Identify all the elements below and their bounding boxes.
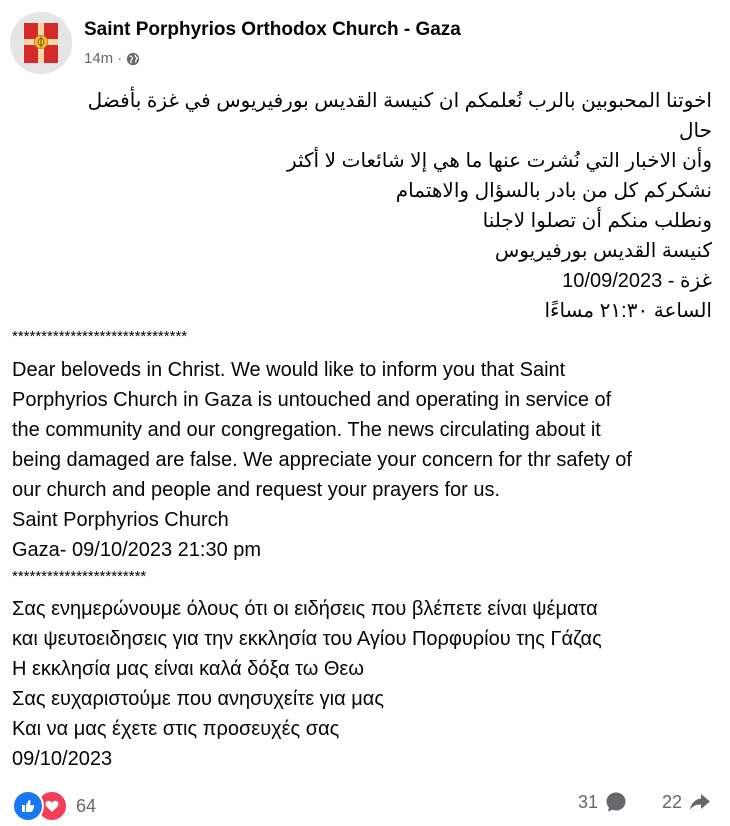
share-icon[interactable] <box>688 790 712 814</box>
post-header <box>10 12 710 74</box>
arabic-line: حال <box>679 120 712 142</box>
like-reaction-icon <box>12 790 44 822</box>
greek-message <box>12 594 717 774</box>
arabic-line: نشكركم كل من بادر بالسؤال والاهتمام <box>395 180 712 202</box>
greek-line: 09/10/2023 <box>12 748 113 770</box>
english-line: Porphyrios Church in Gaza is untouched and operating in service of <box>12 389 612 411</box>
engagement-stats <box>578 790 712 814</box>
comment-count[interactable]: 31 <box>577 791 598 812</box>
page-avatar[interactable] <box>10 12 72 74</box>
greek-line: και ψευτοειδησεις για την εκκλησία του Αγίου Πορφυρίου της Γάζας <box>12 628 602 650</box>
arabic-message <box>10 86 712 326</box>
heart-icon <box>44 798 60 814</box>
arabic-line: كنيسة القديس بورفيريوس <box>494 240 712 262</box>
greek-line: Και να μας έχετε στις προσευχές σας <box>12 718 340 740</box>
english-line: Gaza- 09/10/2023 21:30 pm <box>12 539 262 561</box>
english-line: being damaged are false. We appreciate your concern for thr safety of <box>12 449 632 471</box>
arabic-line: اخوتنا المحبوبين بالرب نُعلمكم ان كنيسة القديس بورفيريوس في غزة بأفضل <box>87 90 712 112</box>
arabic-line: وأن الاخبار التي نُشرت عنها ما هي إلا شائعات لا أكثر <box>286 150 712 172</box>
post-timestamp[interactable]: 14m <box>84 50 114 67</box>
meta-separator: · <box>117 50 123 67</box>
reactions-summary[interactable] <box>12 790 96 822</box>
comment-icon[interactable] <box>604 790 628 814</box>
post-footer <box>12 790 712 820</box>
arabic-line: ونطلب منكم أن تصلوا لاجلنا <box>482 210 712 232</box>
arabic-line: غزة - 10/09/2023 <box>562 270 712 292</box>
thumbs-up-icon <box>20 798 36 814</box>
page-name-link[interactable]: Saint Porphyrios Orthodox Church - Gaza <box>84 19 461 40</box>
share-count[interactable]: 22 <box>661 791 682 812</box>
church-flag-icon <box>10 12 72 74</box>
english-line: the community and our congregation. The news circulating about it <box>12 419 601 441</box>
english-line: Saint Porphyrios Church <box>12 509 229 531</box>
post-meta <box>84 50 140 67</box>
reaction-count: 64 <box>76 795 97 816</box>
english-message <box>12 355 717 565</box>
greek-line: Η εκκλησία μας είναι καλά δόξα τω Θεω <box>12 658 364 680</box>
english-line: Dear beloveds in Christ. We would like to inform you that Saint <box>12 359 566 381</box>
separator-line: *********************** <box>12 568 147 585</box>
separator-line: ****************************** <box>12 328 188 345</box>
globe-icon[interactable] <box>126 52 140 66</box>
greek-line: Σας ενημερώνουμε όλους ότι οι ειδήσεις που βλέπετε είναι ψέματα <box>12 598 598 620</box>
english-line: our church and people and request your prayers for us. <box>12 479 501 501</box>
arabic-line: الساعة ٢١:٣٠ مساءًا <box>544 300 712 322</box>
greek-line: Σας ευχαριστούμε που ανησυχείτε για μας <box>12 688 384 710</box>
